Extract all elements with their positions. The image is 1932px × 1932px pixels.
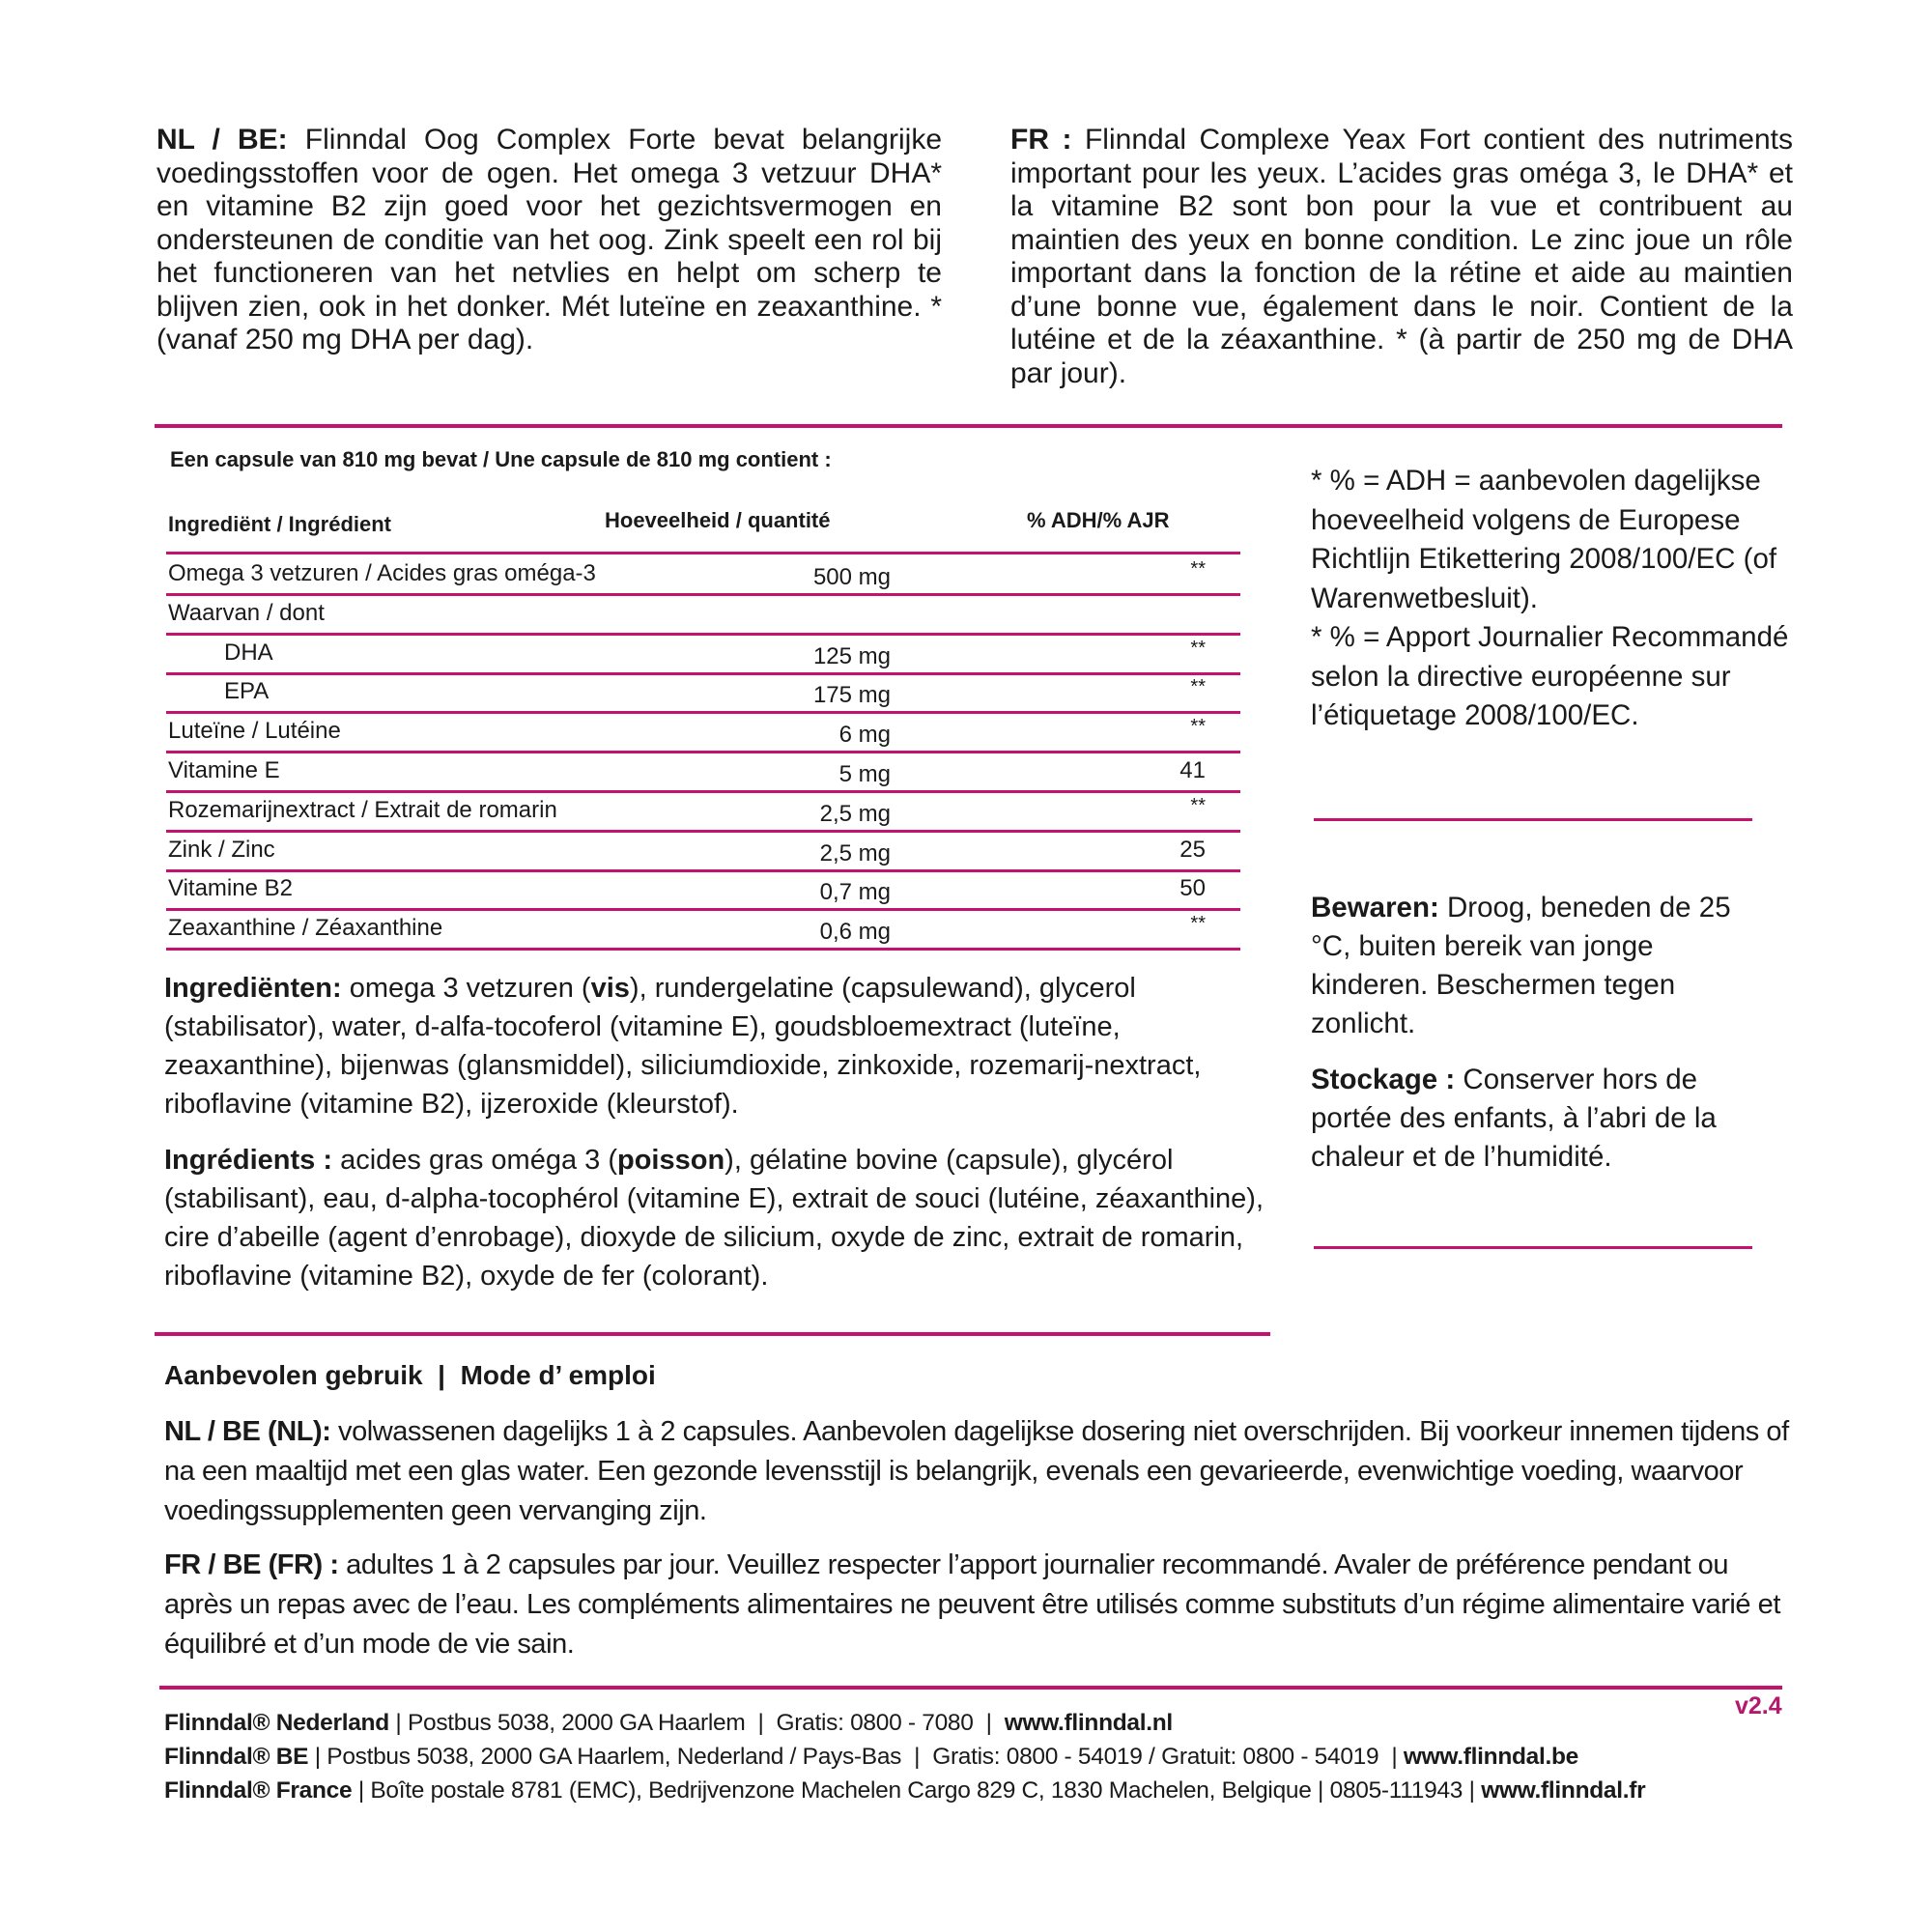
row-percent: ** bbox=[1190, 716, 1206, 738]
usage-nl bbox=[164, 1412, 1795, 1531]
row-quantity: 5 mg bbox=[838, 761, 891, 787]
row-ingredient: Zink / Zinc bbox=[168, 836, 275, 863]
usage-fr bbox=[164, 1546, 1795, 1664]
table-row bbox=[166, 871, 1240, 911]
storage-nl-label: Bewaren: bbox=[1311, 892, 1439, 923]
usage-title: Aanbevolen gebruik | Mode d’ emploi bbox=[164, 1360, 656, 1390]
footer-brand-be: Flinndal® BE bbox=[164, 1744, 309, 1770]
footer-text-fr: | Boîte postale 8781 (EMC), Bedrijvenzone Machelen Cargo 829 C, 1830 Machelen, Belgique | 0805-111943 | bbox=[352, 1777, 1482, 1804]
storage-fr-text: Conserver hors de portée des enfants, à l’abri de la chaleur et de l’humidité. bbox=[1311, 1064, 1717, 1173]
footer-brand-fr: Flinndal® France bbox=[164, 1777, 353, 1804]
footer-text-be: | Postbus 5038, 2000 GA Haarlem, Nederland / Pays-Bas | Gratis: 0800 - 54019 / Gratuit: 0800 - 54019 | bbox=[308, 1744, 1404, 1770]
header-percent: % ADH/% AJR bbox=[1027, 508, 1170, 532]
table-row bbox=[166, 714, 1240, 753]
divider-ingredients bbox=[155, 1332, 1270, 1336]
row-quantity: 0,6 mg bbox=[819, 919, 891, 946]
row-percent: ** bbox=[1190, 558, 1206, 580]
row-ingredient: Vitamine E bbox=[168, 757, 280, 783]
row-ingredient: Rozemarijnextract / Extrait de romarin bbox=[168, 796, 557, 823]
nutrition-caption: Een capsule van 810 mg bevat / Une capsule de 810 mg contient : bbox=[170, 447, 832, 471]
row-ingredient: Waarvan / dont bbox=[168, 599, 325, 626]
ingredients-nl bbox=[164, 969, 1275, 1123]
ingredients-fr-text-b: ), gélatine bovine (capsule), glycérol (stabilisant), eau, d-alpha-tocophérol (vitamine E), extrait de souci (lutéine, zéaxanthine), cire d’abeille (agent d’enrobage), dioxyde de silicium, oxyde de zinc, extrait de romarin, riboflavine (vitamine B2), oxyde de fer (colorant). bbox=[164, 1145, 1264, 1292]
row-ingredient: Omega 3 vetzuren / Acides gras oméga-3 bbox=[168, 560, 596, 586]
table-row bbox=[166, 833, 1240, 872]
row-ingredient: Zeaxanthine / Zéaxanthine bbox=[168, 915, 443, 942]
table-row bbox=[166, 753, 1240, 793]
table-row bbox=[166, 596, 1240, 636]
header-quantity: Hoeveelheid / quantité bbox=[605, 508, 831, 532]
ingredients-fr-label: Ingrédients : bbox=[164, 1145, 333, 1176]
usage-nl-label: NL / BE (NL): bbox=[164, 1416, 331, 1447]
intro-fr bbox=[1010, 124, 1793, 390]
usage-fr-text: adultes 1 à 2 capsules par jour. Veuillez respecter l’apport journalier recommandé. Avaler de préférence pendant ou après un repas avec de l’eau. Les compléments alimentaires ne peuvent être utilisés comme substituts d’un régime alimentaire varié et équilibré et d’un mode de vie sain. bbox=[164, 1549, 1780, 1660]
storage-nl bbox=[1311, 889, 1775, 1043]
header-ingredient: Ingrediënt / Ingrédient bbox=[168, 512, 392, 536]
storage-fr-label: Stockage : bbox=[1311, 1064, 1456, 1095]
row-quantity: 2,5 mg bbox=[819, 839, 891, 867]
row-percent: ** bbox=[1190, 676, 1206, 698]
usage-nl-text: volwassenen dagelijks 1 à 2 capsules. Aanbevolen dagelijkse dosering niet overschrijden. Bij voorkeur innemen tijdens of na een maaltijd met een glas water. Een gezonde levensstijl is belangrijk, evenals een gevarieerde, evenwichtige voeding, waarvoor voedingssupplementen geen vervanging zijn. bbox=[164, 1416, 1789, 1526]
table-row bbox=[166, 793, 1240, 833]
row-ingredient: Vitamine B2 bbox=[168, 875, 293, 902]
footer-line-be bbox=[164, 1744, 1578, 1771]
divider-usage bbox=[159, 1686, 1782, 1690]
row-ingredient: Luteïne / Lutéine bbox=[168, 718, 341, 745]
table-row bbox=[166, 674, 1240, 714]
allergen-nl: vis bbox=[590, 973, 630, 1004]
ingredients-fr-text-a: acides gras oméga 3 ( bbox=[332, 1145, 617, 1176]
rdi-note bbox=[1311, 462, 1804, 736]
table-row bbox=[166, 911, 1240, 951]
intro-nl-label: NL / BE: bbox=[156, 124, 288, 156]
rdi-note-nl: * % = ADH = aanbevolen dagelijkse hoeveelheid volgens de Europese Richtlijn Etikettering 2008/100/EC (of Warenwetbesluit). bbox=[1311, 465, 1777, 614]
row-quantity: 0,7 mg bbox=[819, 879, 891, 906]
ingredients-nl-text-b: ), rundergelatine (capsulewand), glycerol (stabilisator), water, d-alfa-tocoferol (vitamine E), goudsbloemextract (luteïne, zeaxanthine), bijenwas (glansmiddel), siliciumdioxide, zinkoxide, rozemarij-nextract, riboflavine (vitamine B2), ijzeroxide (kleurstof). bbox=[164, 973, 1202, 1120]
intro-fr-text: Flinndal Complexe Yeax Fort contient des nutriments important pour les yeux. L’acides gras oméga 3, le DHA* et la vitamine B2 sont bon pour la vue et contribuent au maintien des yeux en bonne condition. Le zinc joue un rôle important dans la fonction de la rétine et aide au maintien d’une bonne vue, également dans le noir. Contient de la lutéine et de la zéaxanthine. * (à partir de 250 mg de DHA par jour). bbox=[1010, 124, 1793, 389]
footer-line-fr bbox=[164, 1777, 1645, 1804]
footer-text-nl: | Postbus 5038, 2000 GA Haarlem | Gratis: 0800 - 7080 | bbox=[388, 1710, 1005, 1736]
row-ingredient: DHA bbox=[224, 639, 273, 666]
footer-web-fr[interactable]: www.flinndal.fr bbox=[1481, 1777, 1646, 1804]
footer-web-nl[interactable]: www.flinndal.nl bbox=[1004, 1710, 1173, 1736]
row-quantity: 500 mg bbox=[812, 564, 891, 590]
allergen-fr: poisson bbox=[617, 1145, 725, 1176]
intro-nl-text: Flinndal Oog Complex Forte bevat belangrijke voedingsstoffen voor de ogen. Het omega 3 vetzuur DHA* en vitamine B2 zijn goed voor het gezichtsvermogen en ondersteunen de conditie van het oog. Zink speelt een rol bij het functioneren van het netvlies en helpt om scherp te blijven zien, ook in het donker. Mét luteïne en zeaxanthine. *(vanaf 250 mg DHA per dag). bbox=[156, 124, 942, 355]
storage-nl-text: Droog, beneden de 25 °C, buiten bereik van jonge kinderen. Beschermen tegen zonlicht. bbox=[1311, 892, 1731, 1039]
row-ingredient: EPA bbox=[224, 678, 270, 705]
table-header-rule bbox=[166, 552, 1240, 554]
intro-nl bbox=[156, 124, 942, 357]
divider-notes bbox=[1314, 818, 1752, 821]
row-percent: 41 bbox=[1179, 757, 1206, 783]
ingredients-fr bbox=[164, 1141, 1275, 1295]
footer-line-nl bbox=[164, 1710, 1173, 1737]
storage-fr bbox=[1311, 1061, 1775, 1177]
usage-fr-label: FR / BE (FR) : bbox=[164, 1549, 339, 1580]
row-percent: ** bbox=[1190, 637, 1206, 659]
footer-web-be[interactable]: www.flinndal.be bbox=[1403, 1744, 1578, 1770]
version-label: v2.4 bbox=[1735, 1692, 1782, 1719]
row-quantity: 125 mg bbox=[812, 642, 891, 669]
row-percent: 50 bbox=[1179, 875, 1206, 902]
table-row bbox=[166, 556, 1240, 596]
row-percent: ** bbox=[1190, 794, 1206, 816]
ingredients-nl-label: Ingrediënten: bbox=[164, 973, 342, 1004]
divider-storage bbox=[1314, 1246, 1752, 1249]
rdi-note-fr: * % = Apport Journalier Recommandé selon la directive européenne sur l’étiquetage 2008/100/EC. bbox=[1311, 621, 1789, 731]
divider-top bbox=[155, 424, 1782, 428]
table-row bbox=[166, 636, 1240, 675]
row-percent: ** bbox=[1190, 913, 1206, 935]
row-percent: 25 bbox=[1179, 836, 1206, 863]
row-quantity: 6 mg bbox=[838, 722, 891, 749]
row-quantity: 175 mg bbox=[812, 682, 891, 709]
footer-brand-nl: Flinndal® Nederland bbox=[164, 1710, 389, 1736]
row-quantity: 2,5 mg bbox=[819, 800, 891, 827]
intro-fr-label: FR : bbox=[1010, 124, 1072, 156]
ingredients-nl-text-a: omega 3 vetzuren ( bbox=[341, 973, 591, 1004]
